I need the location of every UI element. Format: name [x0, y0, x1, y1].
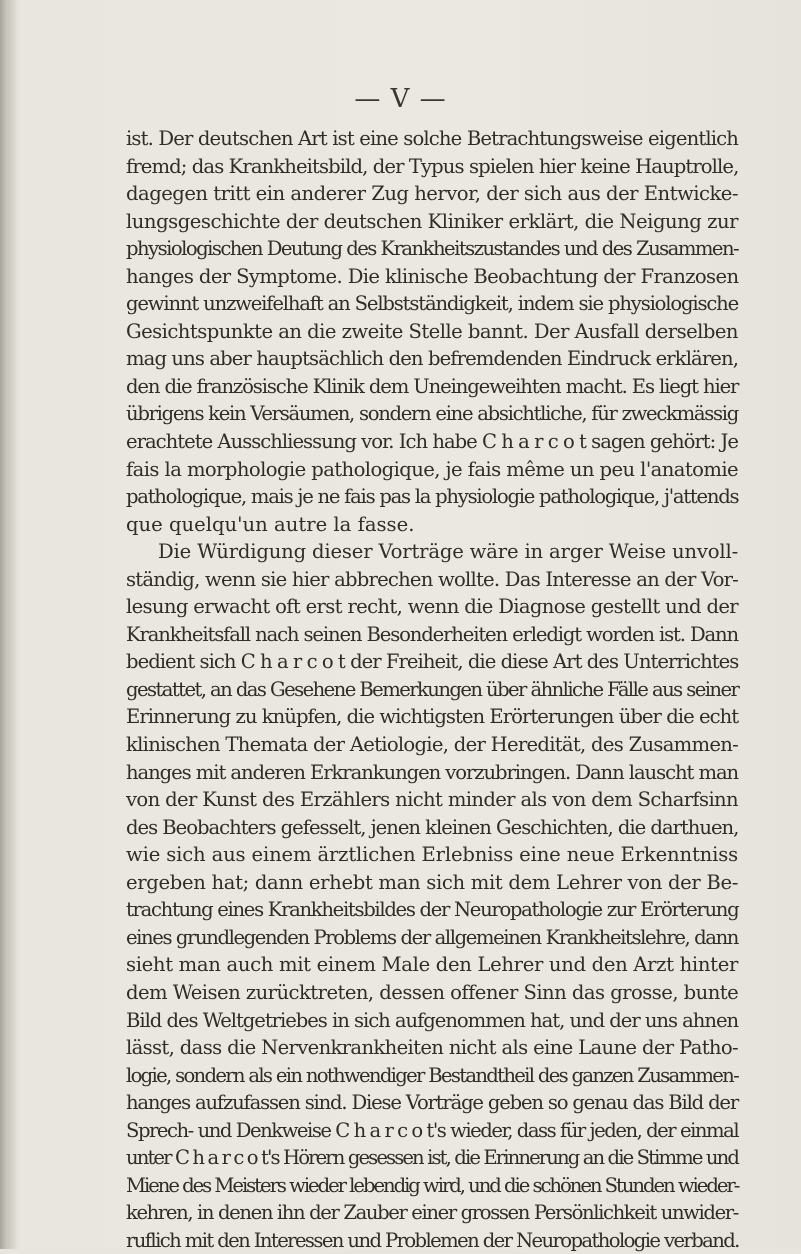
- text-line: dagegen tritt ein anderer Zug hervor, der sich aus der Entwicke-: [126, 182, 738, 206]
- text-line: physiologischen Deutung des Krankheitszustandes und des Zusammen-: [126, 237, 739, 261]
- text-line: lässt, dass die Nervenkrankheiten nicht als eine Laune der Patho-: [126, 1036, 738, 1060]
- text-line: trachtung eines Krankheitsbildes der Neuropathologie zur Erörterung: [126, 898, 739, 922]
- text-line: gestattet, an das Gesehene Bemerkungen über ähnliche Fälle aus seiner: [126, 677, 739, 701]
- body-text: [126, 125, 738, 1254]
- text-line: Bild des Weltgetriebes in sich aufgenommen hat, und der uns ahnen: [126, 1008, 739, 1032]
- text-line: den die französische Klinik dem Uneingeweihten macht. Es liegt hier: [126, 374, 739, 398]
- text-line: kehren, in denen ihn der Zauber einer grossen Persönlichkeit unwider-: [126, 1201, 738, 1225]
- text-line: klinischen Themata der Aetiologie, der Heredität, des Zusammen-: [126, 733, 738, 757]
- text-line: lesung erwacht oft erst recht, wenn die Diagnose gestellt und der: [126, 595, 738, 619]
- text-line: Gesichtspunkte an die zweite Stelle bannt. Der Ausfall derselben: [126, 319, 738, 343]
- text-line: Krankheitsfall nach seinen Besonderheiten erledigt worden ist. Dann: [126, 622, 738, 646]
- text-line: hanges der Symptome. Die klinische Beobachtung der Franzosen: [126, 264, 739, 288]
- text-line: ergeben hat; dann erhebt man sich mit dem Lehrer von der Be-: [126, 870, 738, 894]
- text-line: ruflich mit den Interessen und Problemen der Neuropathologie verband.: [126, 1228, 739, 1252]
- text-line: Sprech- und Denkweise C h a r c o t's wieder, dass für jeden, der einmal: [126, 1118, 739, 1142]
- text-line: mag uns aber hauptsächlich den befremdenden Eindruck erklären,: [126, 347, 739, 371]
- text-line: wie sich aus einem ärztlichen Erlebniss eine neue Erkenntniss: [126, 843, 738, 867]
- text-line: sieht man auch mit einem Male den Lehrer und den Arzt hinter: [126, 953, 738, 977]
- text-line: Die Würdigung dieser Vorträge wäre in arger Weise unvoll-: [158, 540, 739, 564]
- text-line: ständig, wenn sie hier abbrechen wollte. Das Interesse an der Vor-: [126, 567, 738, 591]
- page-binding-shadow: [0, 0, 18, 1249]
- text-line: pathologique, mais je ne fais pas la physiologie pathologique, j'attends: [126, 485, 739, 509]
- text-line: bedient sich C h a r c o t der Freiheit, die diese Art des Unterrichtes: [126, 650, 739, 674]
- text-line: gewinnt unzweifelhaft an Selbstständigkeit, indem sie physiologische: [126, 292, 738, 316]
- text-line: eines grundlegenden Problems der allgemeinen Krankheitslehre, dann: [126, 925, 738, 949]
- text-line: Erinnerung zu knüpfen, die wichtigsten Erörterungen über die echt: [126, 705, 739, 729]
- text-line: fremd; das Krankheitsbild, der Typus spielen hier keine Hauptrolle,: [126, 154, 739, 178]
- text-line: von der Kunst des Erzählers nicht minder als von dem Scharfsinn: [126, 788, 738, 812]
- text-line: Miene des Meisters wieder lebendig wird, und die schönen Stunden wieder-: [126, 1173, 739, 1197]
- text-line: fais la morphologie pathologique, je fais même un peu l'anatomie: [126, 457, 738, 481]
- text-line: que quelqu'un autre la fasse.: [126, 512, 415, 536]
- text-line: übrigens kein Versäumen, sondern eine absichtliche, für zweckmässig: [126, 402, 738, 426]
- text-line: des Beobachters gefesselt, jenen kleinen Geschichten, die darthuen,: [126, 815, 739, 839]
- text-line: hanges aufzufassen sind. Diese Vorträge geben so genau das Bild der: [126, 1091, 738, 1115]
- text-line: lungsgeschichte der deutschen Kliniker erklärt, die Neigung zur: [126, 209, 739, 233]
- text-line: erachtete Ausschliessung vor. Ich habe C h a r c o t sagen gehört: Je: [126, 430, 738, 454]
- text-line: logie, sondern als ein nothwendiger Bestandtheil des ganzen Zusammen-: [126, 1063, 738, 1087]
- text-line: unter C h a r c o t's Hörern gesessen ist, die Erinnerung an die Stimme und: [126, 1146, 738, 1170]
- page-number-header: — V —: [354, 84, 447, 114]
- text-line: hanges mit anderen Erkrankungen vorzubringen. Dann lauscht man: [126, 760, 739, 784]
- text-line: dem Weisen zurücktreten, dessen offener Sinn das grosse, bunte: [126, 980, 739, 1004]
- text-line: ist. Der deutschen Art ist eine solche Betrachtungsweise eigentlich: [126, 127, 738, 150]
